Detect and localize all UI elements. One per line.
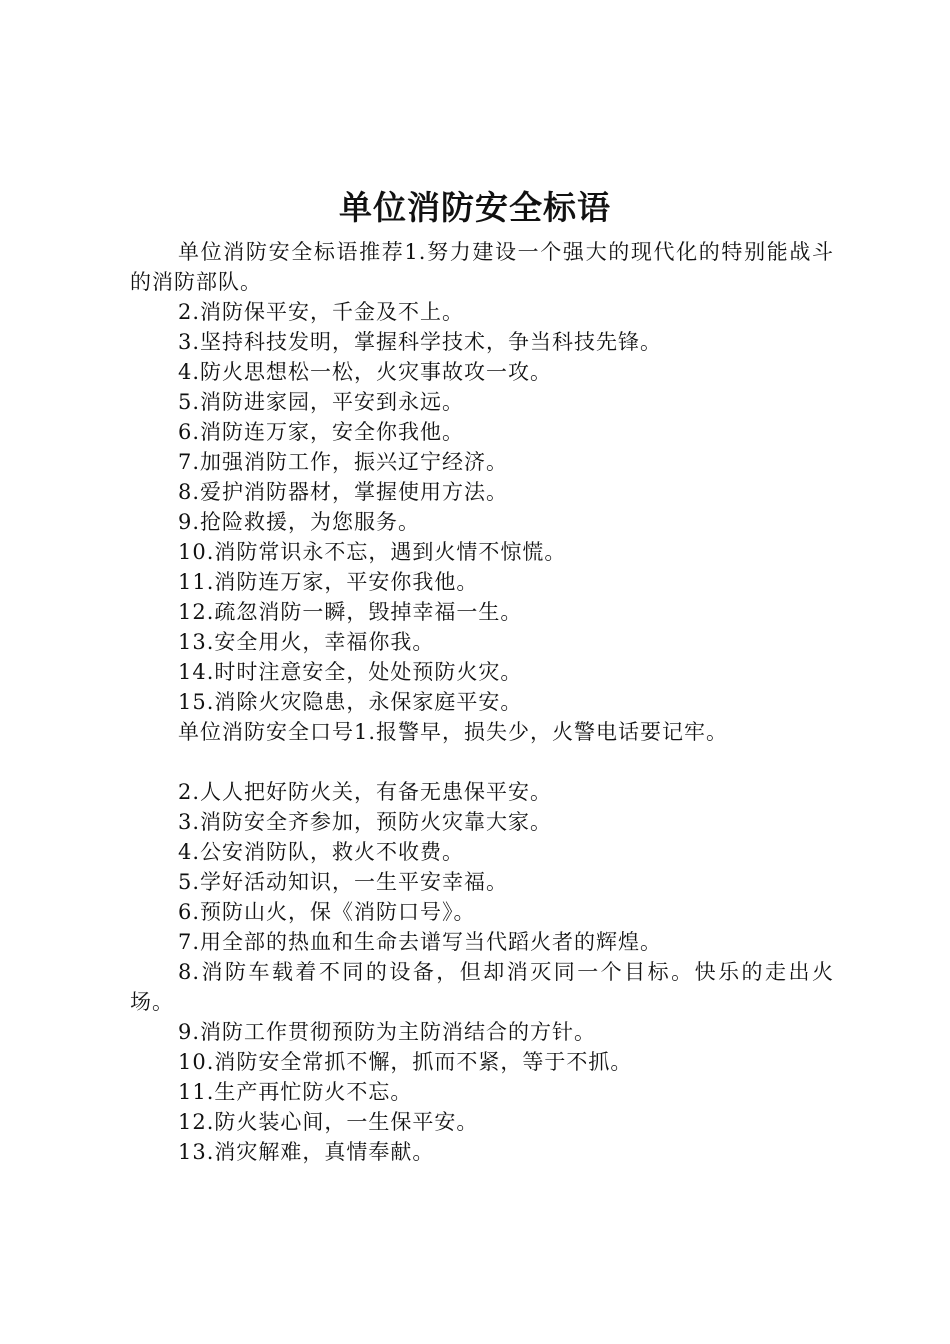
paragraph: 5.消防进家园，平安到永远。 [178,390,465,414]
paragraph: 单位消防安全标语推荐1.努力建设一个强大的现代化的特别能战斗的消防部队。 [130,240,834,294]
paragraph: 7.加强消防工作，振兴辽宁经济。 [178,450,509,474]
paragraph: 14.时时注意安全，处处预防火灾。 [178,660,523,684]
paragraph: 15.消除火灾隐患，永保家庭平安。 [178,690,523,714]
paragraph: 8.消防车载着不同的设备，但却消灭同一个目标。快乐的走出火场。 [130,960,834,1014]
paragraph: 13.消灾解难，真情奉献。 [178,1140,435,1164]
paragraph: 10.消防安全常抓不懈，抓而不紧，等于不抓。 [178,1050,633,1074]
paragraph: 11.生产再忙防火不忘。 [178,1080,413,1104]
paragraph: 2.人人把好防火关，有备无患保平安。 [178,780,553,804]
paragraph-spacer [130,747,834,777]
paragraph: 6.消防连万家，安全你我他。 [178,420,465,444]
paragraph: 5.学好活动知识，一生平安幸福。 [178,870,509,894]
paragraph: 单位消防安全口号1.报警早，损失少，火警电话要记牢。 [178,720,729,744]
document-body [130,237,834,1167]
paragraph: 13.安全用火，幸福你我。 [178,630,435,654]
paragraph: 12.疏忽消防一瞬，毁掉幸福一生。 [178,600,523,624]
paragraph: 12.防火装心间，一生保平安。 [178,1110,479,1134]
paragraph: 3.坚持科技发明，掌握科学技术，争当科技先锋。 [178,330,663,354]
paragraph: 9.抢险救援，为您服务。 [178,510,421,534]
paragraph: 6.预防山火，保《消防口号》。 [178,900,476,924]
paragraph: 4.防火思想松一松，火灾事故攻一攻。 [178,360,553,384]
paragraph: 4.公安消防队，救火不收费。 [178,840,465,864]
paragraph: 8.爱护消防器材，掌握使用方法。 [178,480,509,504]
paragraph: 2.消防保平安，千金及不上。 [178,300,465,324]
paragraph: 7.用全部的热血和生命去谱写当代蹈火者的辉煌。 [178,930,663,954]
paragraph: 11.消防连万家，平安你我他。 [178,570,479,594]
paragraph: 9.消防工作贯彻预防为主防消结合的方针。 [178,1020,597,1044]
paragraph: 10.消防常识永不忘，遇到火情不惊慌。 [178,540,567,564]
paragraph: 3.消防安全齐参加，预防火灾靠大家。 [178,810,553,834]
document-title: 单位消防安全标语 [339,188,611,227]
